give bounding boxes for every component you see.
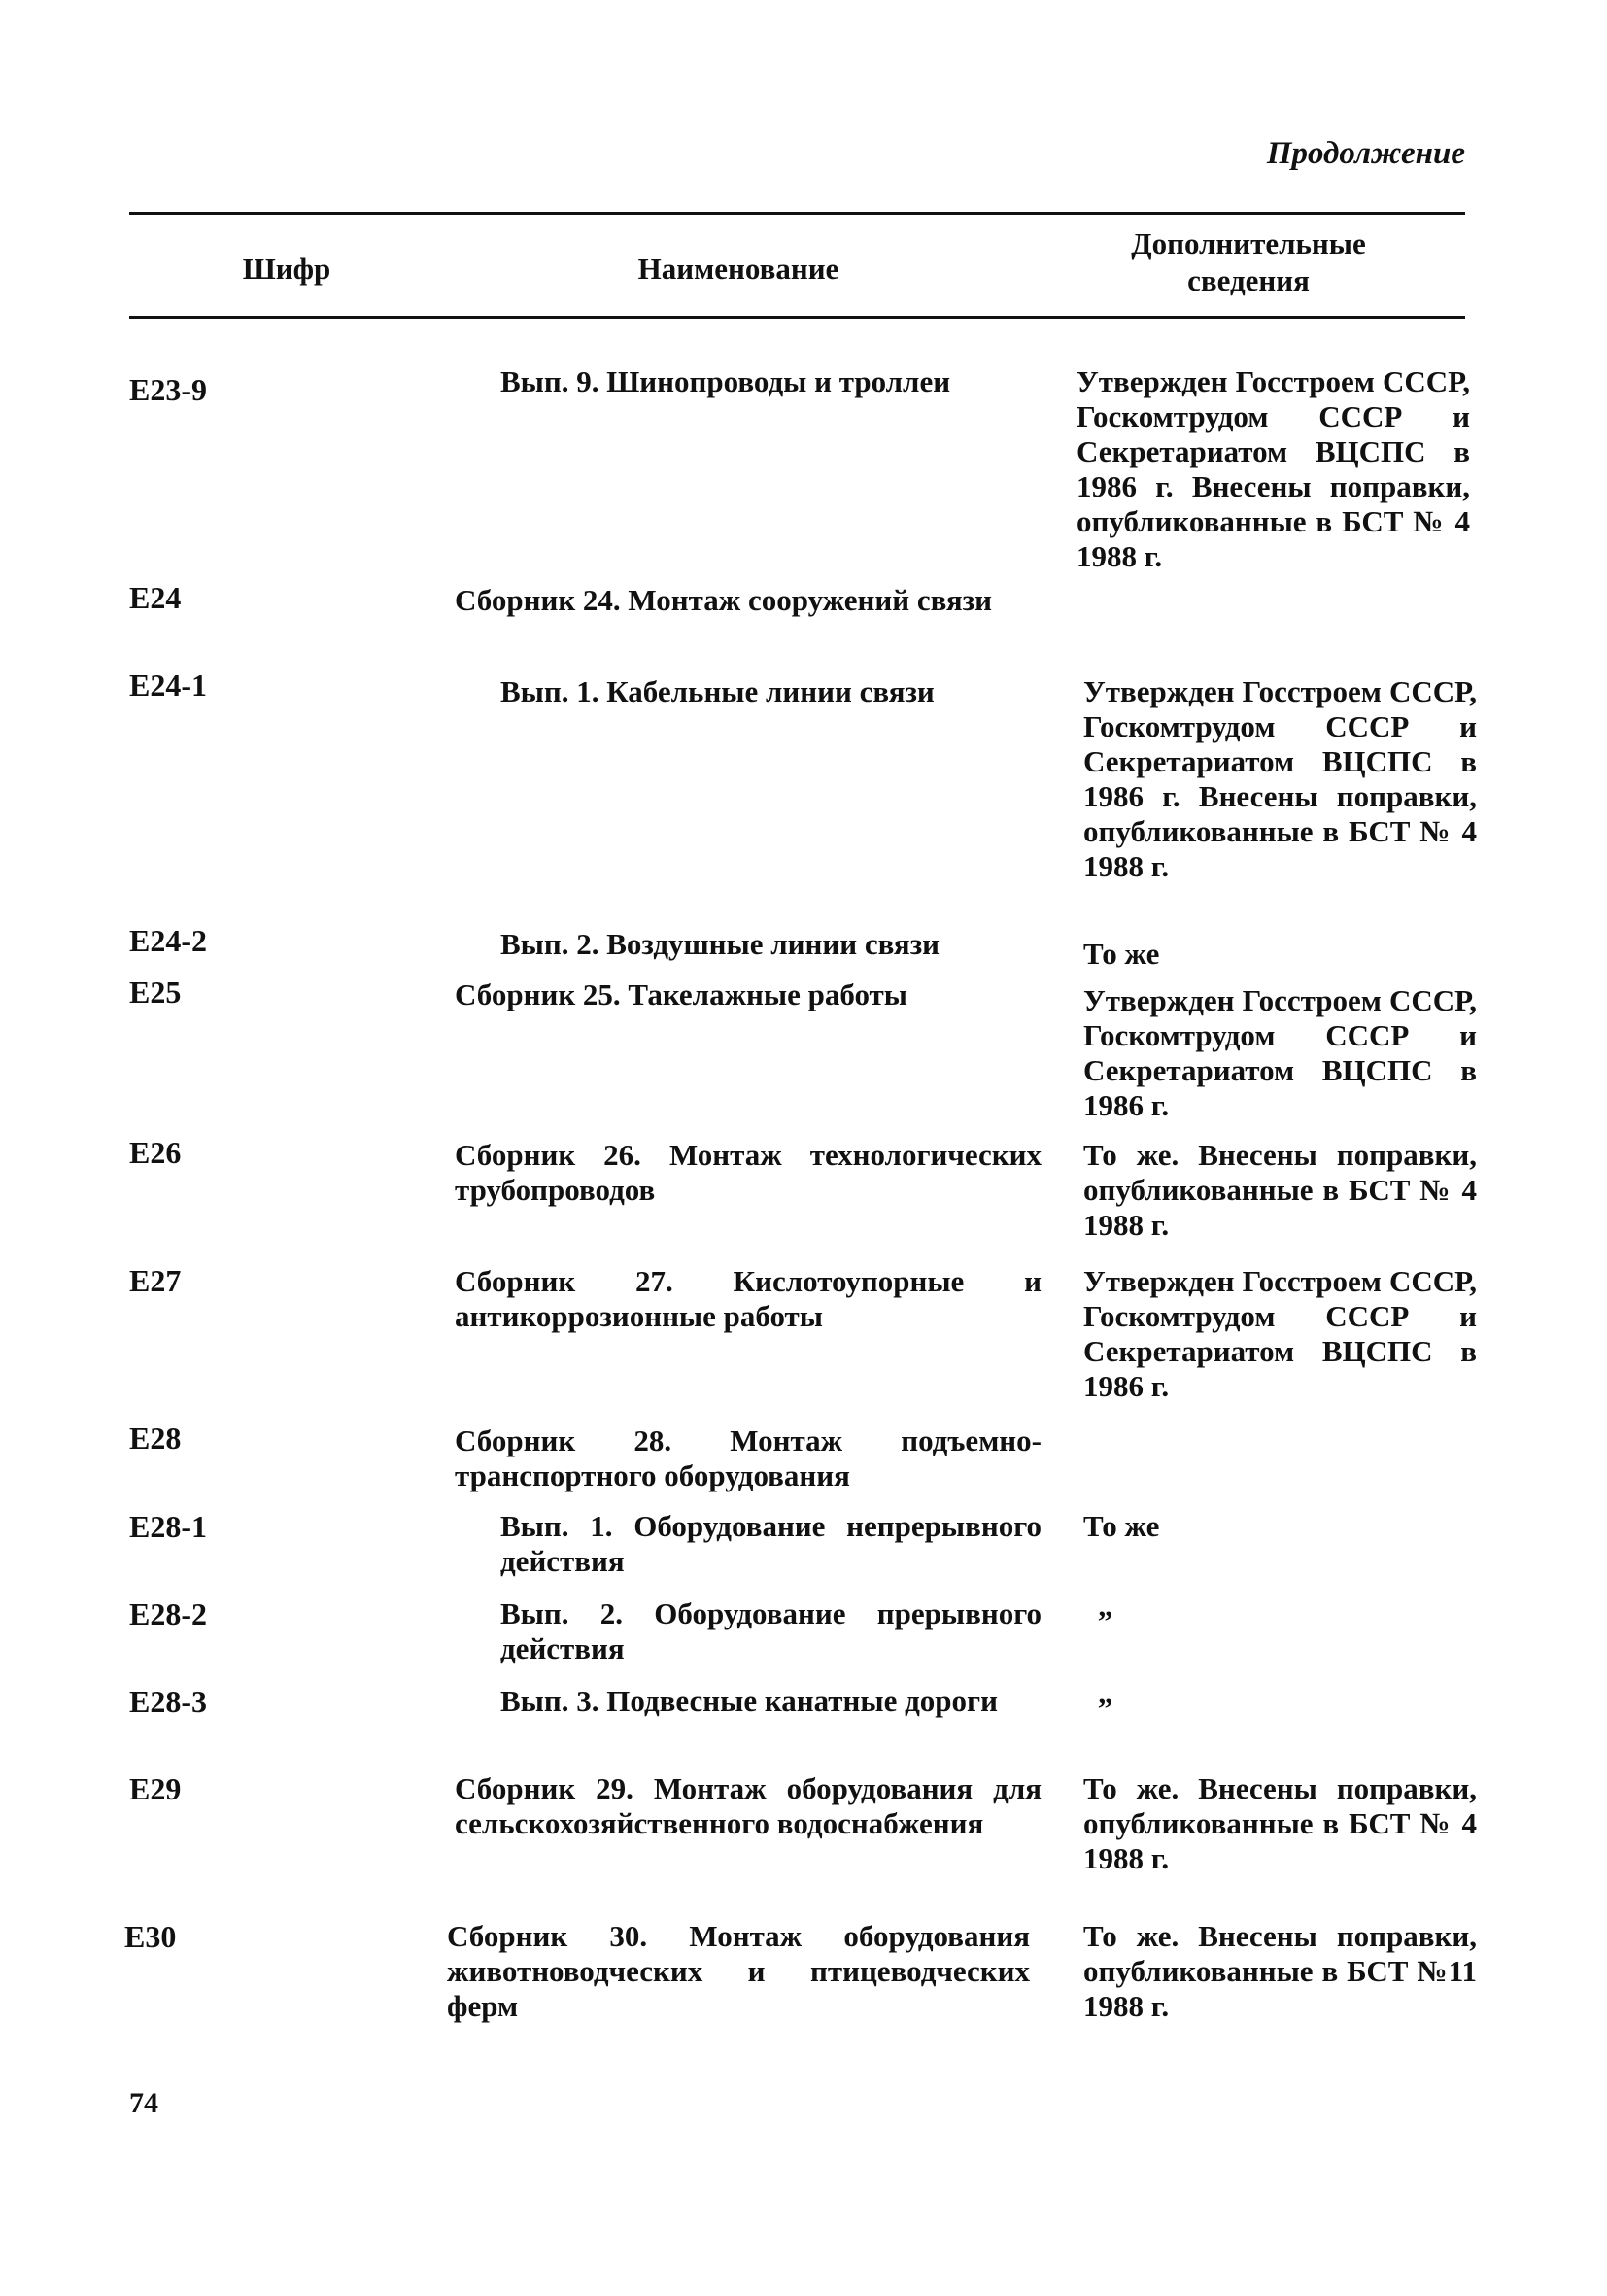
row-code: Е28-3 <box>129 1684 207 1719</box>
row-code: Е25 <box>129 975 182 1010</box>
header-top-rule <box>129 212 1465 215</box>
row-info: То же <box>1083 1509 1160 1543</box>
row-code: Е28 <box>129 1421 182 1456</box>
row-info: Утвержден Госстроем СССР, Госкомтрудом СССР и Секретариатом ВЦСПС в 1986 г. <box>1083 983 1477 1122</box>
row-code: Е28-2 <box>129 1596 207 1631</box>
row-info: То же. Внесены поправки, опубликованные в БСТ № 4 1988 г. <box>1083 1138 1477 1242</box>
continuation-label: Продолжение <box>1266 136 1465 171</box>
row-code: Е24 <box>129 580 182 615</box>
row-name: Вып. 1. Кабельные линии связи <box>500 674 935 708</box>
row-code: Е24-1 <box>129 668 207 703</box>
column-header-code: Шифр <box>242 252 331 286</box>
row-name: Вып. 9. Шинопроводы и троллеи <box>500 364 951 398</box>
row-code: Е23-9 <box>129 372 207 407</box>
row-info: Утвержден Госстроем СССР, Госкомтрудом СССР и Секретариатом ВЦСПС в 1986 г. Внесены поправки, опубликованные в БСТ № 4 1988 г. <box>1077 364 1470 573</box>
row-name: Сборник 28. Монтаж подъемно-транспортного оборудования <box>455 1423 1042 1492</box>
row-code: Е27 <box>129 1263 182 1298</box>
row-name: Сборник 26. Монтаж технологических трубопроводов <box>455 1138 1042 1207</box>
column-header-name: Наименование <box>637 252 839 286</box>
row-name: Сборник 29. Монтаж оборудования для сельскохозяйственного водоснабжения <box>455 1771 1042 1840</box>
row-name: Вып. 3. Подвесные канатные дороги <box>500 1684 998 1718</box>
row-name: Сборник 27. Кислотоупорные и антикоррозионные работы <box>455 1264 1042 1333</box>
row-name: Сборник 30. Монтаж оборудования животноводческих и птицеводческих ферм <box>447 1919 1030 2023</box>
row-name: Вып. 1. Оборудование непрерывного действия <box>500 1509 1042 1578</box>
page-number: 74 <box>129 2087 158 2119</box>
row-code: Е30 <box>124 1919 177 1954</box>
row-name: Сборник 25. Такелажные работы <box>455 977 907 1011</box>
row-info: То же. Внесены поправки, опубликованные в БСТ № 4 1988 г. <box>1083 1771 1477 1875</box>
header-bottom-rule <box>129 316 1465 319</box>
row-name: Сборник 24. Монтаж сооружений связи <box>455 583 993 617</box>
row-name: Вып. 2. Воздушные линии связи <box>500 927 940 961</box>
row-ditto-mark: „ <box>1098 1676 1113 1710</box>
row-info: Утвержден Госстроем СССР, Госкомтрудом СССР и Секретариатом ВЦСПС в 1986 г. <box>1083 1264 1477 1403</box>
row-info: Утвержден Госстроем СССР, Госкомтрудом СССР и Секретариатом ВЦСПС в 1986 г. Внесены поправки, опубликованные в БСТ № 4 1988 г. <box>1083 674 1477 883</box>
row-ditto-mark: „ <box>1098 1589 1113 1623</box>
row-info: То же <box>1083 937 1160 971</box>
row-name: Вып. 2. Оборудование прерывного действия <box>500 1596 1042 1665</box>
column-header-info: Дополнительные сведения <box>1131 226 1366 297</box>
row-info: То же. Внесены поправки, опубликованные в БСТ №11 1988 г. <box>1083 1919 1477 2023</box>
row-code: Е28-1 <box>129 1509 207 1544</box>
row-code: Е26 <box>129 1135 182 1170</box>
row-code: Е29 <box>129 1771 182 1806</box>
row-code: Е24-2 <box>129 923 207 958</box>
